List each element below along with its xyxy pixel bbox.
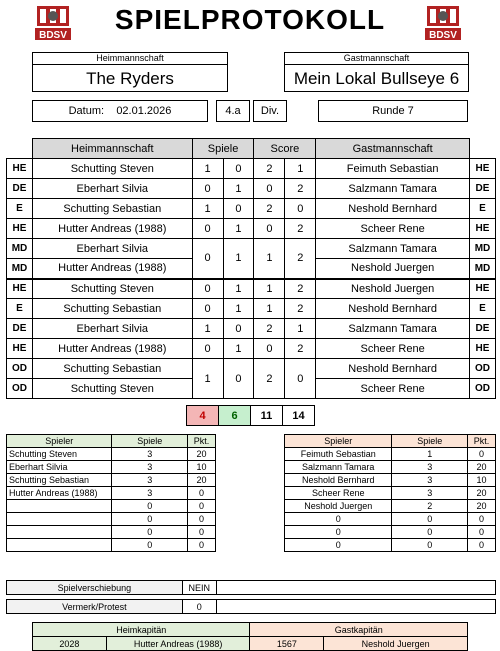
double2-home-player-2: Schutting Steven [32, 379, 192, 399]
score-home: 2 [254, 319, 285, 339]
player-games: 3 [392, 461, 468, 474]
player-name [7, 513, 112, 526]
away-team-name: Mein Lokal Bullseye 6 [293, 69, 460, 88]
home-player: Hutter Andreas (1988) [32, 219, 192, 239]
double2-away-player-2: Scheer Rene [316, 379, 470, 399]
away-pts-header: Pkt. [468, 435, 496, 448]
player-row [7, 448, 216, 461]
away-player-header: Spieler [285, 435, 392, 448]
home-team-box [32, 52, 228, 92]
total-score-home: 11 [251, 406, 283, 426]
protest-value: 0 [182, 600, 216, 614]
date-label: Datum: [68, 105, 105, 117]
games-away: 1 [223, 279, 254, 299]
header-score: Score [254, 139, 316, 159]
bdsv-logo-left [34, 4, 72, 42]
division-value: 4.a [216, 100, 250, 122]
match-type-left: E [7, 199, 33, 219]
logo-text: BDSV [429, 30, 457, 41]
double2-away-player-1: Neshold Bernhard [316, 359, 470, 379]
home-player: Eberhart Silvia [32, 179, 192, 199]
double1-score-away: 2 [285, 239, 316, 279]
away-player: Scheer Rene [316, 219, 470, 239]
postponement-row [6, 580, 496, 595]
score-away: 2 [285, 219, 316, 239]
double1-games-away: 1 [223, 239, 254, 279]
double2-type-right-1: OD [469, 359, 495, 379]
match-row [7, 199, 496, 219]
home-player: Eberhart Silvia [32, 319, 192, 339]
score-away: 1 [285, 159, 316, 179]
score-away: 2 [285, 339, 316, 359]
match-row [7, 319, 496, 339]
match-row [7, 339, 496, 359]
logo-text: BDSV [39, 30, 67, 41]
away-player: Salzmann Tamara [316, 319, 470, 339]
captains-table [32, 622, 468, 651]
games-away: 1 [223, 219, 254, 239]
date-box [32, 100, 208, 122]
player-name: Hutter Andreas (1988) [7, 487, 112, 500]
double2-type-right-2: OD [469, 379, 495, 399]
player-games: 0 [112, 526, 188, 539]
player-points: 0 [188, 539, 216, 552]
home-captain-id: 2028 [33, 637, 107, 651]
player-row [285, 487, 496, 500]
double2-type-left-2: OD [7, 379, 33, 399]
player-points: 20 [468, 500, 496, 513]
away-team-box [284, 52, 469, 92]
home-player: Schutting Steven [32, 279, 192, 299]
away-player: Scheer Rene [316, 339, 470, 359]
double1-away-player-2: Neshold Juergen [316, 259, 470, 279]
player-games: 0 [392, 513, 468, 526]
match-type-right: HE [469, 219, 495, 239]
match-type-right: HE [469, 279, 495, 299]
match-type-right: HE [469, 159, 495, 179]
player-games: 3 [112, 474, 188, 487]
player-name: 0 [285, 513, 392, 526]
games-home: 0 [192, 299, 223, 319]
postponement-label: Spielverschiebung [7, 581, 183, 595]
home-captain-label: Heimkapitän [33, 623, 250, 637]
player-row [7, 539, 216, 552]
score-away: 2 [285, 279, 316, 299]
match-row [7, 299, 496, 319]
games-away: 1 [223, 339, 254, 359]
away-captain-id: 1567 [250, 637, 324, 651]
away-player: Feimuth Sebastian [316, 159, 470, 179]
score-home: 0 [254, 339, 285, 359]
double1-type-left-2: MD [7, 259, 33, 279]
match-row [7, 179, 496, 199]
double1-home-player-1: Eberhart Silvia [32, 239, 192, 259]
score-home: 2 [254, 199, 285, 219]
games-home: 1 [192, 199, 223, 219]
bdsv-logo-right [424, 4, 462, 42]
player-points: 0 [468, 448, 496, 461]
player-games: 3 [112, 461, 188, 474]
player-name: Scheer Rene [285, 487, 392, 500]
player-points: 20 [468, 487, 496, 500]
match-type-right: DE [469, 179, 495, 199]
round-value: Runde 7 [318, 100, 468, 122]
total-games-home: 4 [187, 406, 219, 426]
games-away: 0 [223, 159, 254, 179]
player-points: 10 [188, 461, 216, 474]
player-points: 0 [188, 487, 216, 500]
postponement-notes [216, 581, 495, 595]
player-name [7, 539, 112, 552]
match-type-right: HE [469, 339, 495, 359]
player-games: 3 [112, 487, 188, 500]
score-home: 2 [254, 159, 285, 179]
games-away: 1 [223, 299, 254, 319]
player-name: 0 [285, 539, 392, 552]
player-row [285, 461, 496, 474]
games-away: 1 [223, 179, 254, 199]
player-row [285, 539, 496, 552]
match-table [6, 138, 496, 399]
games-away: 0 [223, 319, 254, 339]
player-name: 0 [285, 526, 392, 539]
match-type-left: HE [7, 279, 33, 299]
player-row [7, 474, 216, 487]
double2-home-player-1: Schutting Sebastian [32, 359, 192, 379]
games-home: 0 [192, 339, 223, 359]
player-games: 0 [392, 539, 468, 552]
player-points: 0 [468, 539, 496, 552]
player-points: 20 [188, 474, 216, 487]
player-name: Schutting Steven [7, 448, 112, 461]
double2-games-home: 1 [192, 359, 223, 399]
player-row [285, 500, 496, 513]
away-games-header: Spiele [392, 435, 468, 448]
match-type-right: E [469, 299, 495, 319]
games-home: 1 [192, 319, 223, 339]
player-name [7, 526, 112, 539]
player-points: 0 [468, 513, 496, 526]
protest-label: Vermerk/Protest [7, 600, 183, 614]
protest-notes [216, 600, 495, 614]
home-captain-name: Hutter Andreas (1988) [106, 637, 250, 651]
double2-games-away: 0 [223, 359, 254, 399]
away-team-header: Gastmannschaft [285, 53, 468, 65]
games-home: 0 [192, 219, 223, 239]
player-games: 0 [112, 500, 188, 513]
protest-row [6, 599, 496, 614]
total-score-away: 14 [283, 406, 315, 426]
double1-games-home: 0 [192, 239, 223, 279]
player-games: 3 [392, 474, 468, 487]
page-title: SPIELPROTOKOLL [114, 4, 386, 35]
player-games: 0 [392, 526, 468, 539]
match-row [7, 159, 496, 179]
player-name: Salzmann Tamara [285, 461, 392, 474]
home-player: Schutting Sebastian [32, 199, 192, 219]
home-team-header: Heimmannschaft [33, 53, 227, 65]
match-type-left: HE [7, 159, 33, 179]
match-type-left: E [7, 299, 33, 319]
home-team-name: The Ryders [86, 69, 174, 88]
away-player: Neshold Bernhard [316, 299, 470, 319]
double1-type-left-1: MD [7, 239, 33, 259]
score-home: 0 [254, 219, 285, 239]
games-away: 0 [223, 199, 254, 219]
double2-score-home: 2 [254, 359, 285, 399]
match-type-left: DE [7, 179, 33, 199]
match-row [7, 219, 496, 239]
score-away: 2 [285, 299, 316, 319]
player-games: 1 [392, 448, 468, 461]
player-games: 3 [112, 448, 188, 461]
away-player: Salzmann Tamara [316, 179, 470, 199]
score-away: 1 [285, 319, 316, 339]
player-row [285, 513, 496, 526]
double1-type-right-2: MD [469, 259, 495, 279]
home-player: Schutting Sebastian [32, 299, 192, 319]
away-player: Neshold Juergen [316, 279, 470, 299]
player-row [7, 500, 216, 513]
games-home: 1 [192, 159, 223, 179]
away-captain-name: Neshold Juergen [324, 637, 468, 651]
match-table-wrapper [6, 138, 496, 399]
player-row [7, 526, 216, 539]
postponement-value: NEIN [182, 581, 216, 595]
player-points: 0 [188, 526, 216, 539]
player-games: 0 [112, 513, 188, 526]
player-name [7, 500, 112, 513]
player-games: 3 [392, 487, 468, 500]
player-points: 20 [468, 461, 496, 474]
match-type-left: DE [7, 319, 33, 339]
double1-score-home: 1 [254, 239, 285, 279]
player-points: 0 [468, 526, 496, 539]
away-captain-label: Gastkapitän [250, 623, 468, 637]
score-home: 1 [254, 279, 285, 299]
player-row [7, 513, 216, 526]
double1-type-right-1: MD [469, 239, 495, 259]
player-row [285, 526, 496, 539]
header-games: Spiele [192, 139, 254, 159]
player-row [7, 461, 216, 474]
player-name: Schutting Sebastian [7, 474, 112, 487]
games-home: 0 [192, 179, 223, 199]
header-home: Heimmannschaft [32, 139, 192, 159]
player-name: Feimuth Sebastian [285, 448, 392, 461]
match-type-right: E [469, 199, 495, 219]
player-name: Neshold Juergen [285, 500, 392, 513]
player-name: Neshold Bernhard [285, 474, 392, 487]
home-games-header: Spiele [112, 435, 188, 448]
home-pts-header: Pkt. [188, 435, 216, 448]
double2-type-left-1: OD [7, 359, 33, 379]
score-away: 2 [285, 179, 316, 199]
home-player-table [6, 434, 216, 552]
header-away: Gastmannschaft [316, 139, 470, 159]
player-games: 0 [112, 539, 188, 552]
match-row [7, 279, 496, 299]
match-type-left: HE [7, 339, 33, 359]
home-player: Hutter Andreas (1988) [32, 339, 192, 359]
score-home: 1 [254, 299, 285, 319]
home-player: Schutting Steven [32, 159, 192, 179]
match-type-right: DE [469, 319, 495, 339]
totals-row [186, 405, 315, 426]
player-points: 0 [188, 513, 216, 526]
player-row [285, 474, 496, 487]
match-type-left: HE [7, 219, 33, 239]
player-row [7, 487, 216, 500]
score-away: 0 [285, 199, 316, 219]
division-label: Div. [253, 100, 287, 122]
total-games-away: 6 [219, 406, 251, 426]
home-player-header: Spieler [7, 435, 112, 448]
double2-score-away: 0 [285, 359, 316, 399]
player-games: 2 [392, 500, 468, 513]
away-player-table [284, 434, 496, 552]
away-player: Neshold Bernhard [316, 199, 470, 219]
player-points: 20 [188, 448, 216, 461]
double1-home-player-2: Hutter Andreas (1988) [32, 259, 192, 279]
score-home: 0 [254, 179, 285, 199]
player-points: 10 [468, 474, 496, 487]
double1-away-player-1: Salzmann Tamara [316, 239, 470, 259]
player-row [285, 448, 496, 461]
player-name: Eberhart Silvia [7, 461, 112, 474]
player-points: 0 [188, 500, 216, 513]
date-value: 02.01.2026 [116, 105, 172, 117]
games-home: 0 [192, 279, 223, 299]
